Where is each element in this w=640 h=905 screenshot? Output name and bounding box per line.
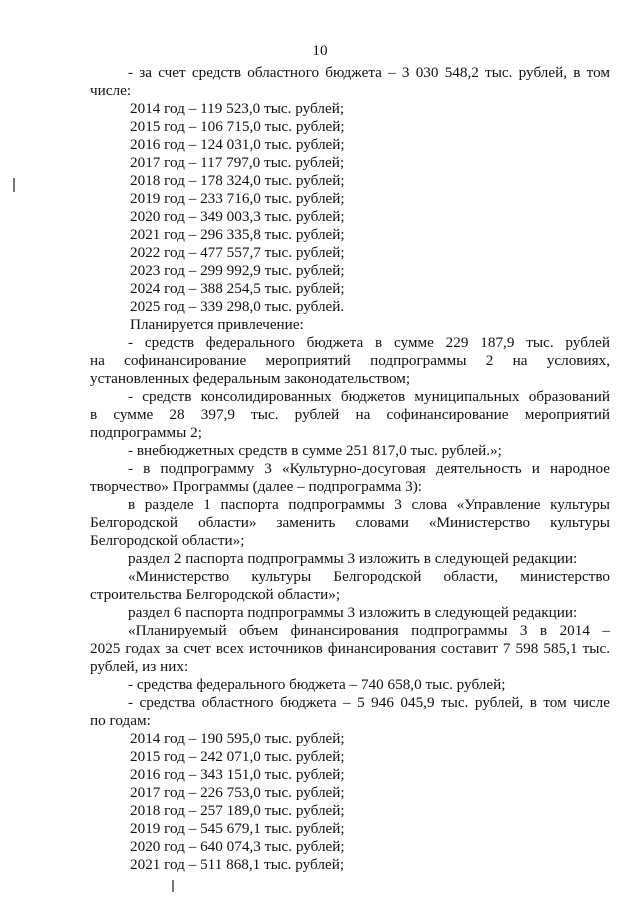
text-line: - средств федерального бюджета в сумме 229 187,9 тыс. рублей (128, 334, 610, 351)
year-line: 2024 год – 388 254,5 тыс. рублей; (130, 280, 345, 297)
text-line: - средства областного бюджета – 5 946 045,9 тыс. рублей, в том числе (128, 694, 610, 711)
text-line: раздел 2 паспорта подпрограммы 3 изложить в следующей редакции: (128, 550, 578, 567)
text-line: Белгородской области»; (90, 532, 245, 549)
year-line: 2022 год – 477 557,7 тыс. рублей; (130, 244, 345, 261)
year-line: 2025 год – 339 298,0 тыс. рублей. (130, 298, 345, 315)
year-line: 2023 год – 299 992,9 тыс. рублей; (130, 262, 345, 279)
text-line: числе: (90, 82, 132, 99)
year-line: 2018 год – 178 324,0 тыс. рублей; (130, 172, 345, 189)
year-line: 2017 год – 226 753,0 тыс. рублей; (130, 784, 345, 801)
text-line: подпрограммы 2; (90, 424, 202, 441)
text-line: - в подпрограмму 3 «Культурно-досуговая деятельность и народное (128, 460, 610, 477)
text-line: строительства Белгородской области»; (90, 586, 341, 603)
text-line: «Министерство культуры Белгородской области, министерство (128, 568, 610, 585)
year-line: 2018 год – 257 189,0 тыс. рублей; (130, 802, 345, 819)
text-line: раздел 6 паспорта подпрограммы 3 изложить в следующей редакции: (128, 604, 578, 621)
year-line: 2014 год – 119 523,0 тыс. рублей; (130, 100, 345, 117)
text-line: Белгородской области» заменить словами «Министерство культуры (90, 514, 610, 531)
text-line: по годам: (90, 712, 151, 729)
year-line: 2015 год – 106 715,0 тыс. рублей; (130, 118, 345, 135)
year-line: 2017 год – 117 797,0 тыс. рублей; (130, 154, 345, 171)
text-line: Планируется привлечение: (130, 316, 304, 333)
year-list (90, 730, 610, 874)
scan-mark (13, 178, 15, 192)
text-line: - внебюджетных средств в сумме 251 817,0 тыс. рублей.»; (128, 442, 502, 459)
year-line: 2019 год – 233 716,0 тыс. рублей; (130, 190, 345, 207)
year-line: 2014 год – 190 595,0 тыс. рублей; (130, 730, 345, 747)
text-line: - средств консолидированных бюджетов муниципальных образований (128, 388, 610, 405)
text-line: - средства федерального бюджета – 740 658,0 тыс. рублей; (128, 676, 506, 693)
text-line: творчество» Программы (далее – подпрограмма 3): (90, 478, 422, 495)
text-line: - за счет средств областного бюджета – 3 030 548,2 тыс. рублей, в том (128, 64, 610, 81)
year-line: 2015 год – 242 071,0 тыс. рублей; (130, 748, 345, 765)
year-list (90, 100, 610, 316)
text-line: в разделе 1 паспорта подпрограммы 3 слова «Управление культуры (128, 496, 610, 513)
year-line: 2020 год – 640 074,3 тыс. рублей; (130, 838, 345, 855)
text-line: «Планируемый объем финансирования подпрограммы 3 в 2014 – (128, 622, 610, 639)
year-line: 2020 год – 349 003,3 тыс. рублей; (130, 208, 345, 225)
document-body (90, 64, 610, 874)
year-line: 2016 год – 343 151,0 тыс. рублей; (130, 766, 345, 783)
text-line: установленных федеральным законодательством; (90, 370, 411, 387)
text-line: 2025 годах за счет всех источников финансирования составит 7 598 585,1 тыс. (90, 640, 610, 657)
page-number: 10 (312, 42, 328, 59)
year-line: 2019 год – 545 679,1 тыс. рублей; (130, 820, 345, 837)
year-line: 2016 год – 124 031,0 тыс. рублей; (130, 136, 345, 153)
text-line: в сумме 28 397,9 тыс. рублей на софинансирование мероприятий (90, 406, 610, 423)
scan-mark (172, 880, 174, 892)
year-line: 2021 год – 296 335,8 тыс. рублей; (130, 226, 345, 243)
text-line: на софинансирование мероприятий подпрограммы 2 на условиях, (90, 352, 610, 369)
text-line: рублей, из них: (90, 658, 189, 675)
year-line: 2021 год – 511 868,1 тыс. рублей; (130, 856, 345, 873)
